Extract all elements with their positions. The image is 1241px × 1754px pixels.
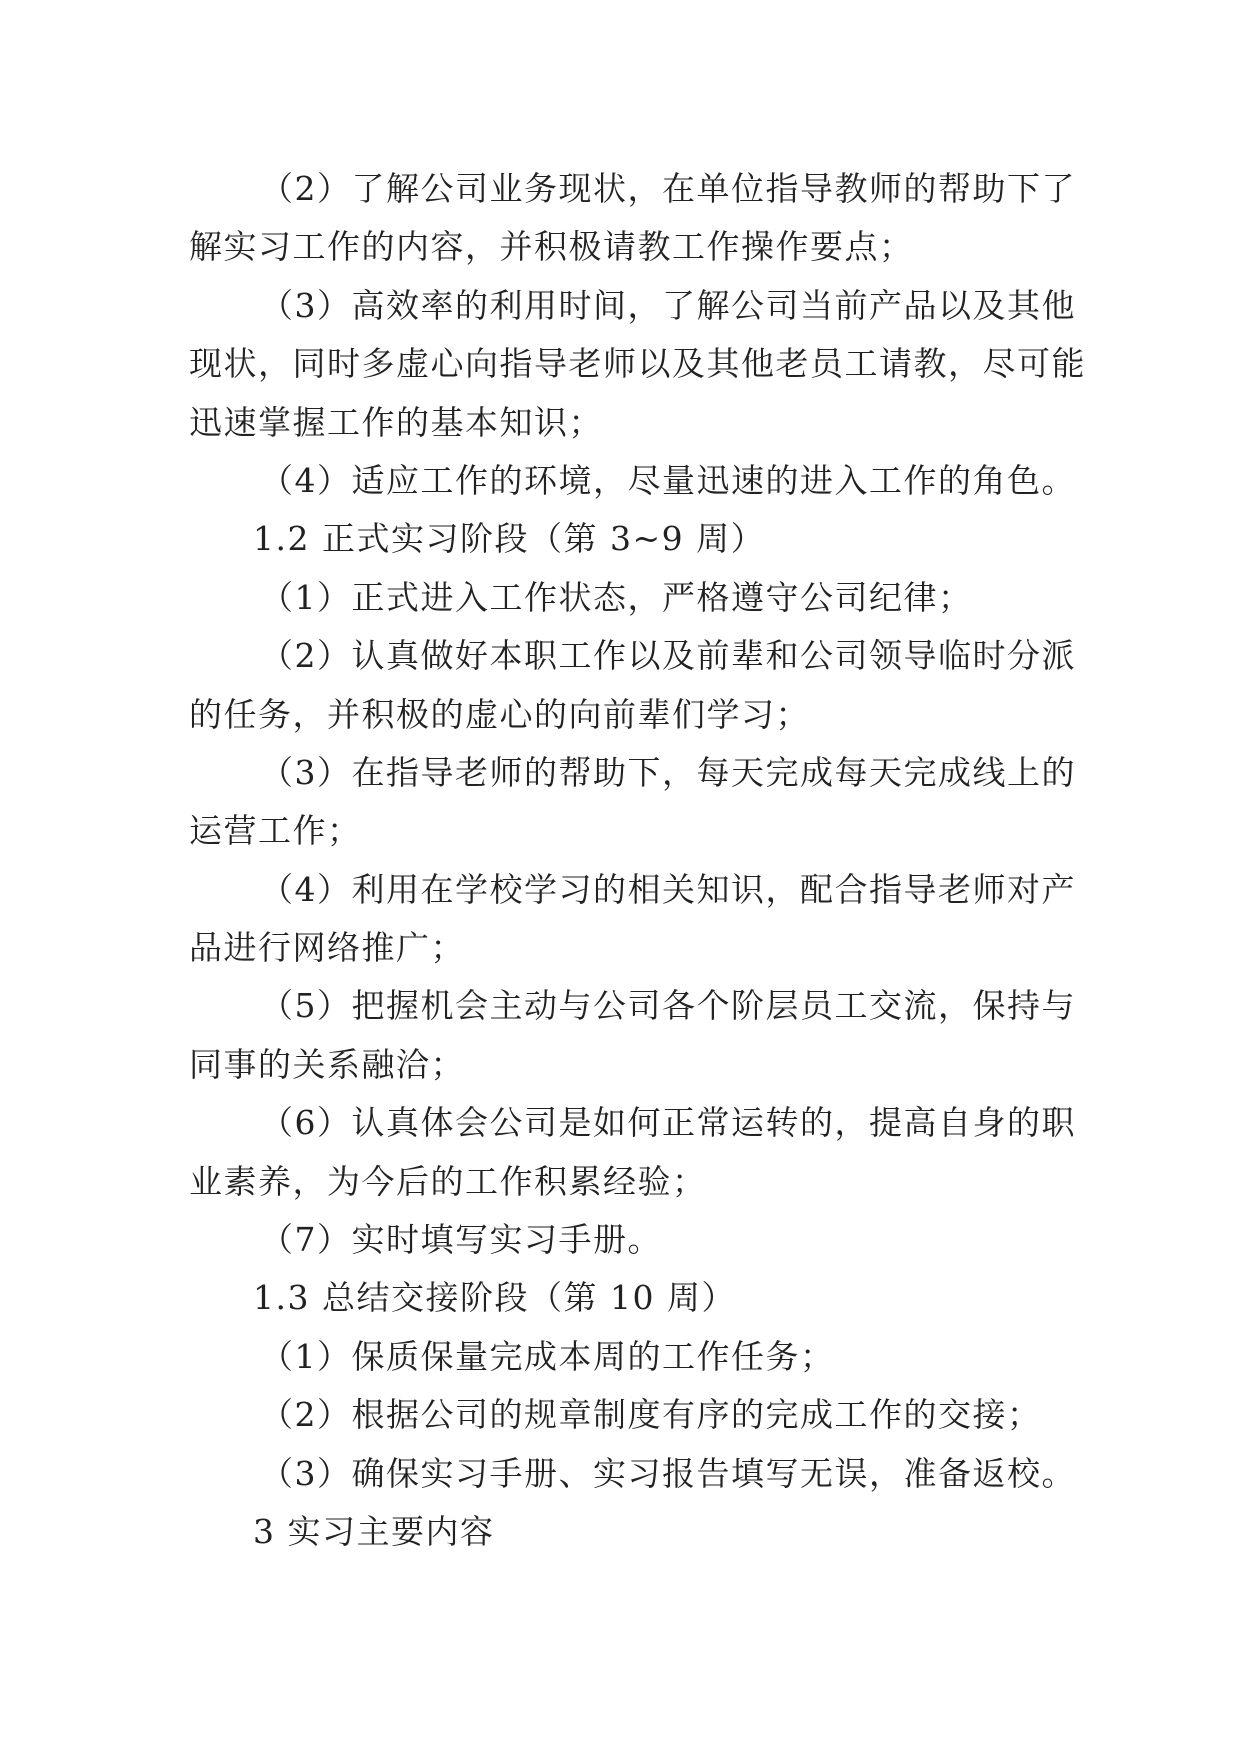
paragraph-line: （5）把握机会主动与公司各个阶层员工交流，保持与 — [260, 986, 1076, 1026]
paragraph-line: （4）适应工作的环境，尽量迅速的进入工作的角色。 — [260, 460, 1076, 500]
document-body — [189, 160, 1086, 1561]
paragraph-line: （3）确保实习手册、实习报告填写无误，准备返校。 — [260, 1453, 1076, 1493]
paragraph-line: （2）了解公司业务现状，在单位指导教师的帮助下了 — [260, 169, 1076, 208]
paragraph-line: （2）认真做好本职工作以及前辈和公司领导临时分派 — [260, 636, 1076, 676]
paragraph-line: 运营工作； — [189, 811, 362, 851]
section-heading: 1.2 正式实习阶段（第 3~9 周） — [253, 519, 766, 559]
section-heading: 1.3 总结交接阶段（第 10 周） — [253, 1278, 736, 1318]
paragraph-line: （2）根据公司的规章制度有序的完成工作的交接； — [260, 1395, 1042, 1435]
paragraph-line: （4）利用在学校学习的相关知识，配合指导老师对产 — [260, 869, 1076, 909]
paragraph-line: 同事的关系融洽； — [189, 1044, 465, 1084]
paragraph-line: 解实习工作的内容，并积极请教工作操作要点； — [189, 227, 914, 267]
section-heading: 3 实习主要内容 — [253, 1511, 495, 1551]
paragraph-line: 迅速掌握工作的基本知识； — [189, 402, 603, 442]
paragraph-line: 的任务，并积极的虚心的向前辈们学习； — [189, 694, 810, 734]
paragraph-line: 品进行网络推广； — [189, 928, 465, 968]
paragraph-line: （3）高效率的利用时间，了解公司当前产品以及其他 — [260, 285, 1076, 325]
paragraph-line: 业素养，为今后的工作积累经验； — [189, 1161, 707, 1201]
paragraph-line: （7）实时填写实习手册。 — [260, 1220, 662, 1260]
paragraph-line: 现状，同时多虚心向指导老师以及其他老员工请教，尽可能 — [189, 344, 1086, 384]
paragraph-line: （1）保质保量完成本周的工作任务； — [260, 1336, 835, 1376]
paragraph-line: （3）在指导老师的帮助下，每天完成每天完成线上的 — [260, 752, 1076, 792]
paragraph-line: （6）认真体会公司是如何正常运转的，提高自身的职 — [260, 1103, 1076, 1143]
paragraph-line: （1）正式进入工作状态，严格遵守公司纪律； — [260, 577, 973, 617]
